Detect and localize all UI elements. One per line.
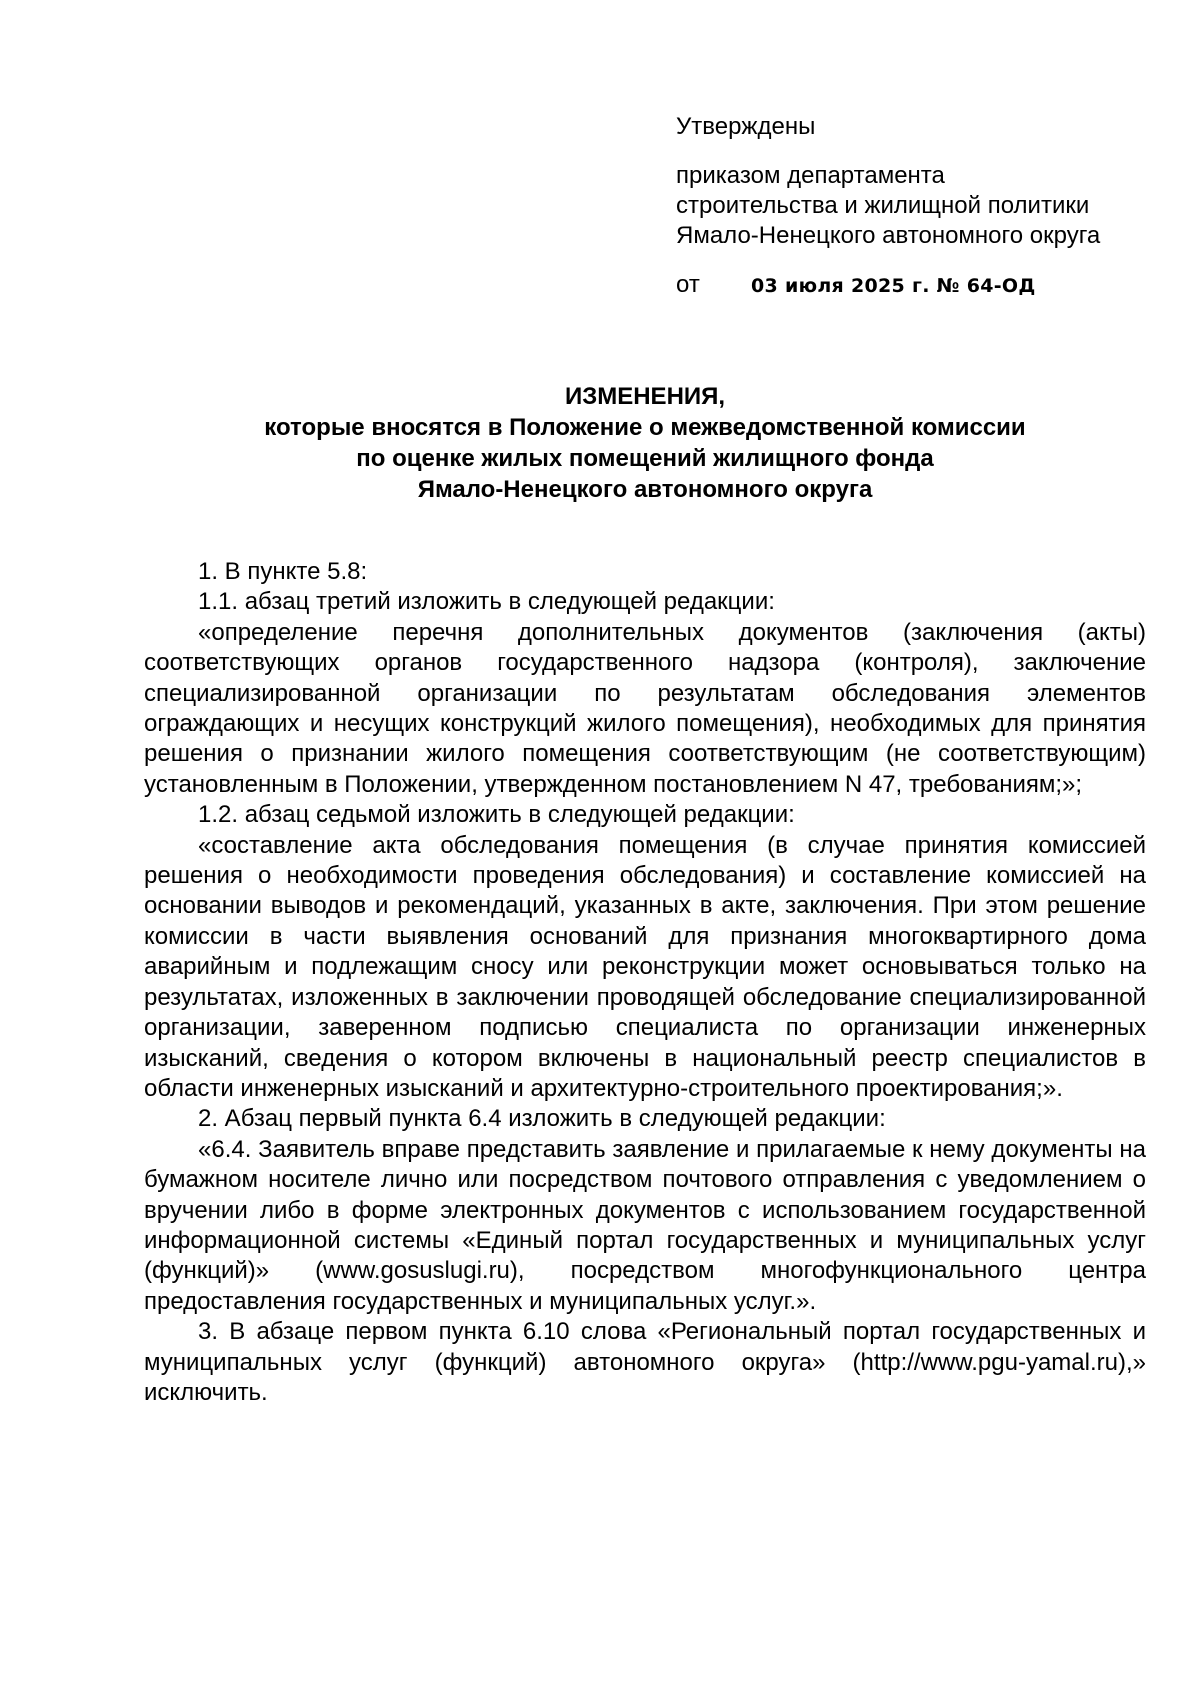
title-line: которые вносятся в Положение о межведомственной комиссии xyxy=(264,414,1026,441)
approval-order-line: приказом департамента xyxy=(676,162,945,189)
title-line: Ямало-Ненецкого автономного округа xyxy=(417,476,873,503)
paragraph-item-1: 1. В пункте 5.8: xyxy=(198,558,368,585)
approval-block xyxy=(676,112,1176,301)
approval-heading: Утверждены xyxy=(676,113,816,140)
title-line: по оценке жилых помещений жилищного фонда xyxy=(356,445,934,472)
approval-date-row xyxy=(676,270,1176,301)
paragraph-item-3: 3. В абзаце первом пункта 6.10 слова «Региональный портал государственных и муниципальных услуг (функций) автономного округа» (http://www.pgu-yamal.ru),» исключить. xyxy=(144,1318,1146,1406)
document-title xyxy=(140,381,1150,505)
paragraph-quote-1-1: «определение перечня дополнительных документов (заключения (акты) соответствующих органов государственного надзора (контроля), заключение специализированной организации по результатам обследования элементов ограждающих и несущих конструкций жилого помещения), необходимых для принятия решения о признании жилого помещения соответствующим (не соответствующим) установленным в Положении, утвержденном постановлением N 47, требованиям;»; xyxy=(144,618,1146,798)
paragraph-quote-2: «6.4. Заявитель вправе представить заявление и прилагаемые к нему документы на бумажном носителе лично или посредством почтового отправления с уведомлением о вручении либо в форме электронных документов с использованием государственной информационной системы «Единый портал государственных и муниципальных услуг (функций)» (www.gosuslugi.ru), посредством многофункционального центра предоставления государственных и муниципальных услуг.». xyxy=(144,1135,1146,1315)
paragraph-quote-1-2: «составление акта обследования помещения (в случае принятия комиссией решения о необходимости проведения обследования) и составление комиссией на основании выводов и рекомендаций, указанных в акте, заключения. При этом решение комиссии в части выявления оснований для признания многоквартирного дома аварийным и подлежащим сносу или реконструкции может основываться только на результатах, изложенных в заключении проводящей обследование специализированной организации, заверенном подписью специалиста по организации инженерных изысканий, сведения о котором включены в национальный реестр специалистов в области инженерных изысканий и архитектурно-строительного проектирования;». xyxy=(144,831,1146,1102)
approval-order-line: строительства и жилищной политики xyxy=(676,192,1090,219)
paragraph-item-2: 2. Абзац первый пункта 6.4 изложить в следующей редакции: xyxy=(198,1105,886,1133)
document-body xyxy=(144,557,1146,1408)
title-line: ИЗМЕНЕНИЯ, xyxy=(564,383,726,410)
paragraph-item-1-2: 1.2. абзац седьмой изложить в следующей редакции: xyxy=(198,801,795,829)
approval-date-prefix: от xyxy=(676,271,700,298)
paragraph-item-1-1: 1.1. абзац третий изложить в следующей редакции: xyxy=(198,588,775,616)
approval-order-line: Ямало-Ненецкого автономного округа xyxy=(676,222,1101,249)
approval-date-number: 03 июля 2025 г. № 64-ОД xyxy=(751,275,1036,297)
approval-order xyxy=(676,161,1176,251)
